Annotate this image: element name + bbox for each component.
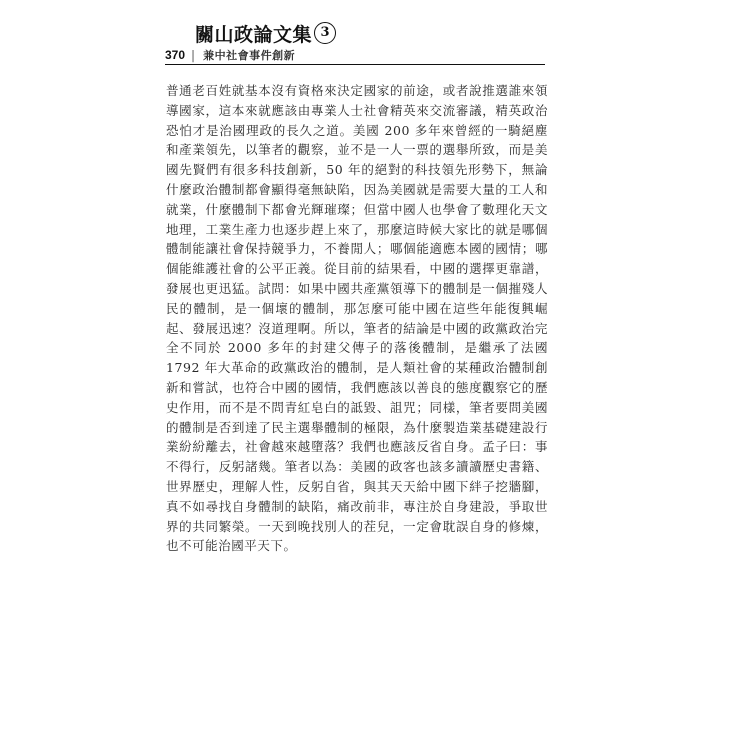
header-rule (165, 64, 545, 65)
book-title-row (195, 20, 336, 46)
page-number: 370 (165, 48, 186, 62)
page-header (165, 20, 545, 65)
running-head-row (165, 46, 295, 64)
book-title: 關山政論文集 (195, 23, 313, 46)
volume-number-badge: 3 (314, 22, 336, 44)
body-paragraph: 普通老百姓就基本沒有資格來決定國家的前途，或者說推選誰來領導國家，這本來就應該由專業人士社會精英來交流審議，精英政治恐怕才是治國理政的長久之道。美國 200 多年來曾經的一騎絕塵和產業領先，以筆者的觀察，並不是一人一票的選舉所致，而是美國先賢們有很多科技創新，50 年的絕對的科技領先形勢下，無論什麼政治體制都會顯得毫無缺陷，因為美國就是需要大量的工人和就業，什麼體制下都會光輝璀璨；但當中國人也學會了數理化天文地理，工業生產力也逐步趕上來了，那麼這時候大家比的就是哪個體制能讓社會保持競爭力，不養閒人；哪個能適應本國的國情；哪個能維護社會的公平正義。從目前的結果看，中國的選擇更靠譜，發展也更迅猛。試問：如果中國共產黨領導下的體制是一個摧殘人民的體制，是一個壞的體制，那怎麼可能中國在這些年能復興崛起、發展迅速？沒道理啊。所以，筆者的結論是中國的政黨政治完全不同於 2000 多年的封建父傳子的落後體制，是繼承了法國 1792 年大革命的政黨政治的體制，是人類社會的某種政治體制創新和嘗試，也符合中國的國情，我們應該以善良的態度觀察它的歷史作用，而不是不問青紅皂白的詆毀、詛咒；同樣，筆者要問美國的體制是否到達了民主選舉體制的極限，為什麼製造業基礎建設行業紛紛離去，社會越來越墮落？我們也應該反省自身。孟子曰：事不得行，反躬諸幾。筆者以為：美國的政客也該多讀讀歷史書籍、世界歷史，理解人性，反躬自省，與其天天給中國下絆子挖牆腳，真不如尋找自身體制的缺陷，痛改前非，專注於自身建設，爭取世界的共同繁榮。一天到晚找別人的茬兒，一定會耽誤自身的修煉，也不可能治國平天下。 (166, 83, 548, 554)
body-text (166, 81, 548, 556)
page-number-separator: | (191, 48, 196, 62)
chapter-subtitle: 兼中社會事件創新 (203, 49, 296, 62)
